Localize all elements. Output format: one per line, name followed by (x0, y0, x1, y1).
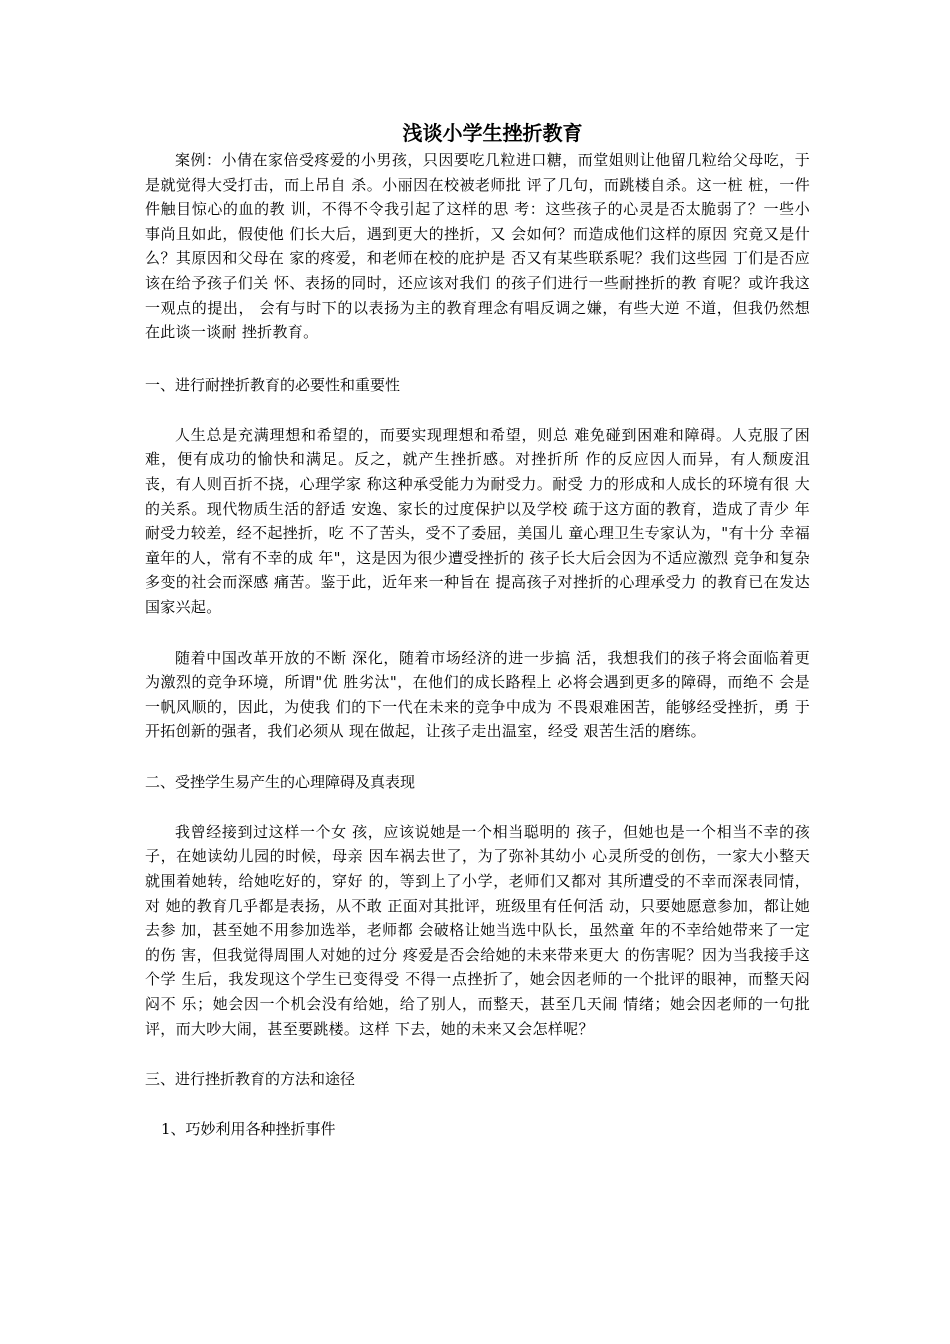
spacer (145, 1041, 810, 1067)
spacer (145, 794, 810, 820)
document-title: 浅谈小学生挫折教育 (402, 121, 583, 145)
intro-paragraph: 案例：小倩在家倍受疼爱的小男孩，只因要吃几粒进口糖，而堂姐则让他留几粒给父母吃，于是就觉得大受打击，而上吊自 杀。小丽因在校被老师批 评了几句，而跳楼自杀。这一桩 桩，一件件触目惊心的血的教 训，不得不令我引起了这样的思 考：这些孩子的心灵是否太脆弱了？一些小事尚且如此，假使他 们长大后，遇到更大的挫折，又 会如何？而造成他们这样的原因 究竟又是什么？其原因和父母在 家的疼爱，和老师在校的庇护是 否又有某些联系呢？我们这些园 丁们是否应该在给予孩子们关 怀、表扬的同时，还应该对我们 的孩子们进行一些耐挫折的教 育呢？或许我这一观点的提出， 会有与时下的以表扬为主的教育理念有唱反调之嫌，有些大逆 不道，但我仍然想在此谈一谈耐 挫折教育。 (145, 151, 810, 342)
section-2-heading: 二、受挫学生易产生的心理障碍及真表现 (145, 772, 416, 791)
spacer (145, 345, 810, 373)
section-3-subheading-1: 1、巧妙利用各种挫折事件 (161, 1120, 336, 1139)
spacer (145, 1091, 810, 1117)
section-2-paragraph-1: 我曾经接到过这样一个女 孩，应该说她是一个相当聪明的 孩子，但她也是一个相当不幸的孩子，在她读幼儿园的时候，母亲 因车祸去世了，为了弥补其幼小 心灵所受的创伤，一家大小整天 就围着她转，给她吃好的，穿好 的，等到上了小学，老师们又都对 其所遭受的不幸而深表同情，对 她的教育几乎都是表扬，从不敢 正面对其批评，班级里有任何活 动，只要她愿意参加，都让她去参 加，甚至她不用参加选举，老师都 会破格让她当选中队长，虽然童 年的不幸给她带来了一定的伤 害，但我觉得周围人对她的过分 疼爱是否会给她的未来带来更大 的伤害呢？因为当我接手这个学 生后，我发现这个学生已变得受 不得一点挫折了，她会因老师的一个批评的眼神，而整天闷闷不 乐；她会因一个机会没有给她，给了别人，而整天，甚至几天闹 情绪；她会因老师的一句批评，而大吵大闹，甚至要跳楼。这样 下去，她的未来又会怎样呢？ (145, 822, 810, 1038)
spacer (145, 397, 810, 423)
section-1-heading: 一、进行耐挫折教育的必要性和重要性 (145, 375, 401, 394)
spacer (145, 620, 810, 646)
section-3-heading: 三、进行挫折教育的方法和途径 (145, 1070, 356, 1089)
document-page (145, 118, 810, 1141)
section-1-paragraph-1: 人生总是充满理想和希望的，而要实现理想和希望，则总 难免碰到困难和障碍。人克服了困难，便有成功的愉快和满足。反之，就产生挫折感。对挫折所 作的反应因人而异，有人颓废沮 丧，有人则百折不挠，心理学家 称这种承受能力为耐受力。耐受 力的形成和人成长的环境有很 大的关系。现代物质生活的舒适 安逸、家长的过度保护以及学校 疏于这方面的教育，造成了青少 年耐受力较差，经不起挫折，吃 不了苦头，受不了委屈，美国儿 童心理卫生专家认为，"有十分 幸福童年的人，常有不幸的成 年"，这是因为很少遭受挫折的 孩子长大后会因为不适应激烈 竞争和复杂多变的社会而深感 痛苦。鉴于此，近年来一种旨在 提高孩子对挫折的心理承受力 的教育已在发达国家兴起。 (145, 425, 811, 616)
spacer (145, 744, 810, 770)
section-1-paragraph-2: 随着中国改革开放的不断 深化，随着市场经济的进一步搞 活，我想我们的孩子将会面临着更为激烈的竞争环境，所谓"优 胜劣汰"，在他们的成长路程上 必将会遇到更多的障碍，而绝不 会是一帆风顺的，因此，为使我 们的下一代在未来的竞争中成为 不畏艰难困苦，能够经受挫折，勇 于开拓创新的强者，我们必须从 现在做起，让孩子走出温室，经受 艰苦生活的磨练。 (145, 648, 810, 741)
